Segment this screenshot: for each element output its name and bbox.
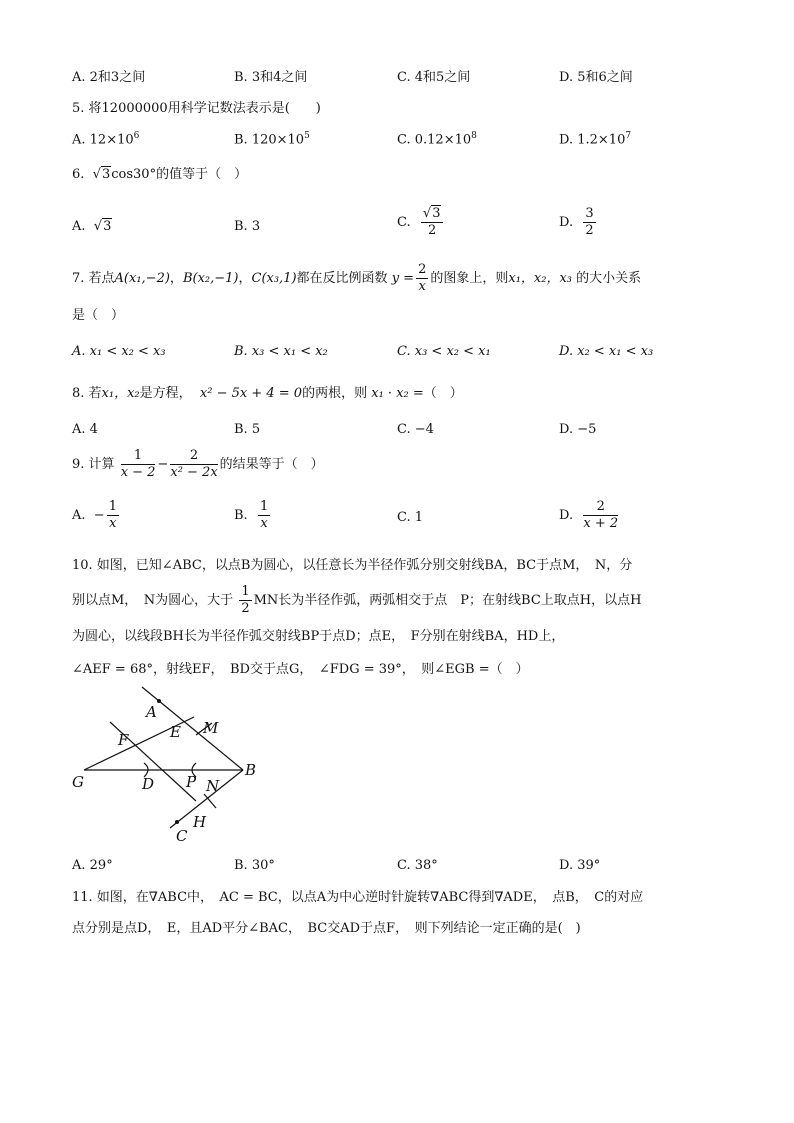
q8-option-a: A. 4 (72, 422, 98, 437)
q8-option-c: C. −4 (397, 422, 434, 437)
q10-line3: 为圆心，以线段BH长为半径作弧交射线BP于点D；点E， F分别在射线BA，HD上， (72, 629, 565, 644)
q4-option-d: D. 5和6之间 (559, 70, 633, 85)
q11-line2: 点分别是点D， E，且AD平分∠BAC， BC交AD于点F， 则下列结论一定正确的是( ) (72, 921, 581, 936)
q10-option-a: A. 29° (72, 858, 113, 873)
q4-option-c: C. 4和5之间 (397, 70, 471, 85)
q5-option-a: A. $12\times 10^6$ (72, 131, 140, 148)
q9-option-c: C. 1 (397, 510, 424, 525)
q9-option-d: D. $\frac{2}{x + 2}$ (559, 499, 619, 531)
q5-option-b: B. $120\times 10^5$ (234, 131, 310, 148)
q7-option-a: A. x₁ < x₂ < x₃ (72, 344, 166, 359)
q8-option-d: D. −5 (559, 422, 597, 437)
q10-figure (66, 683, 266, 848)
q9-option-a: A. − $\frac{1}{x}$ (72, 499, 117, 531)
q7-option-d: D. x₂ < x₁ < x₃ (559, 344, 654, 359)
q4-option-a: A. 2和3之间 (72, 70, 146, 85)
q9-option-b: B. $\frac{1}{x}$ (234, 499, 269, 531)
q5-option-c: C. $0.12\times 10^8$ (397, 131, 477, 148)
point-c-dot (175, 820, 179, 824)
q6-option-c: C. $\frac{√3}{2}$ (397, 206, 445, 239)
q10-option-c: C. 38° (397, 858, 438, 873)
label-p: P (186, 773, 197, 791)
label-e: E (170, 723, 181, 741)
q7-option-b: B. x₃ < x₁ < x₂ (234, 344, 328, 359)
label-f: F (118, 731, 129, 749)
label-h: H (193, 813, 207, 831)
q8-option-b: B. 5 (234, 422, 261, 437)
label-c: C (176, 827, 188, 845)
q7-stem-line1: 7. 若点A(x₁,−2)，B(x₂,−1)，C(x₃,1)都在反比例函数 y = $\frac{2}{x}$ 的图象上，则x₁，x₂，x₃ 的大小关系 (72, 262, 642, 294)
q6-option-d: D. $\frac{3}{2}$ (559, 206, 594, 238)
point-a-dot (157, 699, 161, 703)
label-a: A (146, 703, 157, 721)
q5-stem: 5. 将12000000用科学记数法表示是( ) (72, 101, 321, 116)
q10-line1: 10. 如图，已知∠ABC，以点B为圆心，以任意长为半径作弧分别交射线BA，BC于点M， N，分 (72, 558, 633, 573)
q7-stem-line2: 是（ ） (72, 308, 125, 323)
q5-option-d: D. $1.2\times 10^7$ (559, 131, 632, 148)
q7-option-c: C. x₃ < x₂ < x₁ (397, 344, 491, 359)
label-n: N (206, 777, 220, 795)
q6-option-b: B. 3 (234, 219, 261, 234)
q6-option-a: A. √3 (72, 219, 112, 234)
q10-option-b: B. 30° (234, 858, 275, 873)
label-g: G (72, 773, 84, 791)
q6-stem: 6. √3cos30°的值等于（ ） (72, 167, 248, 182)
q8-stem: 8. 若x₁，x₂是方程， x² − 5x + 4 = 0的两根，则 x₁ · x₂ =（ ） (72, 386, 463, 401)
q9-stem: 9. 计算 $\frac{1}{x - 2}$ − $\frac{2}{\text{x² − 2x}}$ 的结果等于（ ） (72, 448, 324, 480)
label-m: M (203, 719, 219, 737)
label-b: B (245, 761, 257, 779)
ray-ba (142, 687, 243, 770)
label-d: D (142, 775, 155, 793)
q10-option-d: D. 39° (559, 858, 601, 873)
q11-line1: 11. 如图，在∇ABC中， AC = BC，以点A为中心逆时针旋转∇ABC得到∇ADE， 点B， C的对应 (72, 890, 644, 905)
q4-option-b: B. 3和4之间 (234, 70, 308, 85)
q10-line4: ∠AEF = 68°，射线EF， BD交于点G， ∠FDG = 39°， 则∠EGB =（ ） (72, 662, 529, 677)
q10-line2: 别以点M， N为圆心，大于 $\frac{1}{2}$ MN长为半径作弧，两弧相交于点 P；在射线BC上取点H，以点H (72, 584, 642, 616)
